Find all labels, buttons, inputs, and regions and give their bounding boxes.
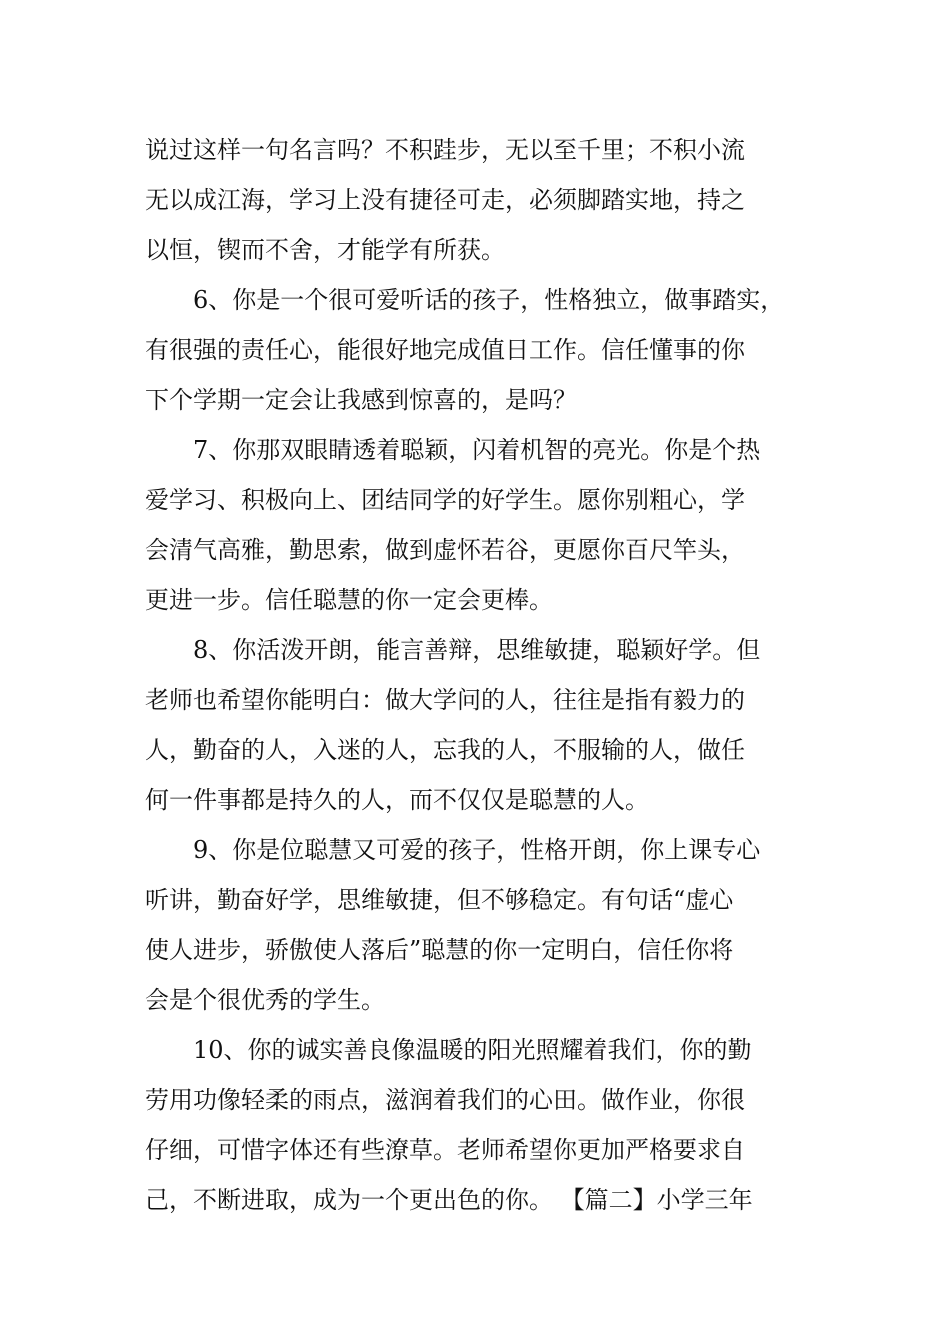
text-line: 会是个很优秀的学生。 — [145, 986, 385, 1014]
text-line: 有很强的责任心，能很好地完成值日工作。信任懂事的你 — [145, 336, 745, 364]
text-line: 更进一步。信任聪慧的你一定会更棒。 — [145, 586, 553, 614]
text-line: 说过这样一句名言吗？不积跬步，无以至千里；不积小流 — [145, 136, 745, 164]
text-line: 爱学习、积极向上、团结同学的好学生。愿你别粗心，学 — [145, 486, 745, 514]
text-line: 人，勤奋的人，入迷的人，忘我的人，不服输的人，做任 — [145, 736, 745, 764]
paragraph-8-first-line: 8、你活泼开朗，能言善辩，思维敏捷，聪颖好学。但 — [193, 636, 761, 664]
text-line: 使人进步，骄傲使人落后”聪慧的你一定明白，信任你将 — [145, 936, 734, 964]
paragraph-9-first-line: 9、你是位聪慧又可爱的孩子，性格开朗，你上课专心 — [193, 836, 761, 864]
text-line: 己，不断进取，成为一个更出色的你。 【篇二】小学三年 — [145, 1186, 753, 1214]
paragraph-10-first-line: 10、你的诚实善良像温暖的阳光照耀着我们，你的勤 — [193, 1036, 752, 1064]
text-line: 下个学期一定会让我感到惊喜的，是吗？ — [145, 386, 577, 414]
text-line: 劳用功像轻柔的雨点，滋润着我们的心田。做作业，你很 — [145, 1086, 745, 1114]
text-line: 听讲，勤奋好学，思维敏捷，但不够稳定。有句话“虚心 — [145, 886, 734, 914]
text-line: 仔细，可惜字体还有些潦草。老师希望你更加严格要求自 — [145, 1136, 745, 1164]
paragraph-6-first-line: 6、你是一个很可爱听话的孩子，性格独立，做事踏实， — [193, 286, 785, 314]
text-line: 以恒，锲而不舍，才能学有所获。 — [145, 236, 505, 264]
text-line: 何一件事都是持久的人，而不仅仅是聪慧的人。 — [145, 786, 649, 814]
text-line: 无以成江海，学习上没有捷径可走，必须脚踏实地，持之 — [145, 186, 745, 214]
paragraph-7-first-line: 7、你那双眼睛透着聪颖，闪着机智的亮光。你是个热 — [193, 436, 761, 464]
text-line: 会清气高雅，勤思索，做到虚怀若谷，更愿你百尺竿头， — [145, 536, 745, 564]
text-line: 老师也希望你能明白：做大学问的人，往往是指有毅力的 — [145, 686, 745, 714]
